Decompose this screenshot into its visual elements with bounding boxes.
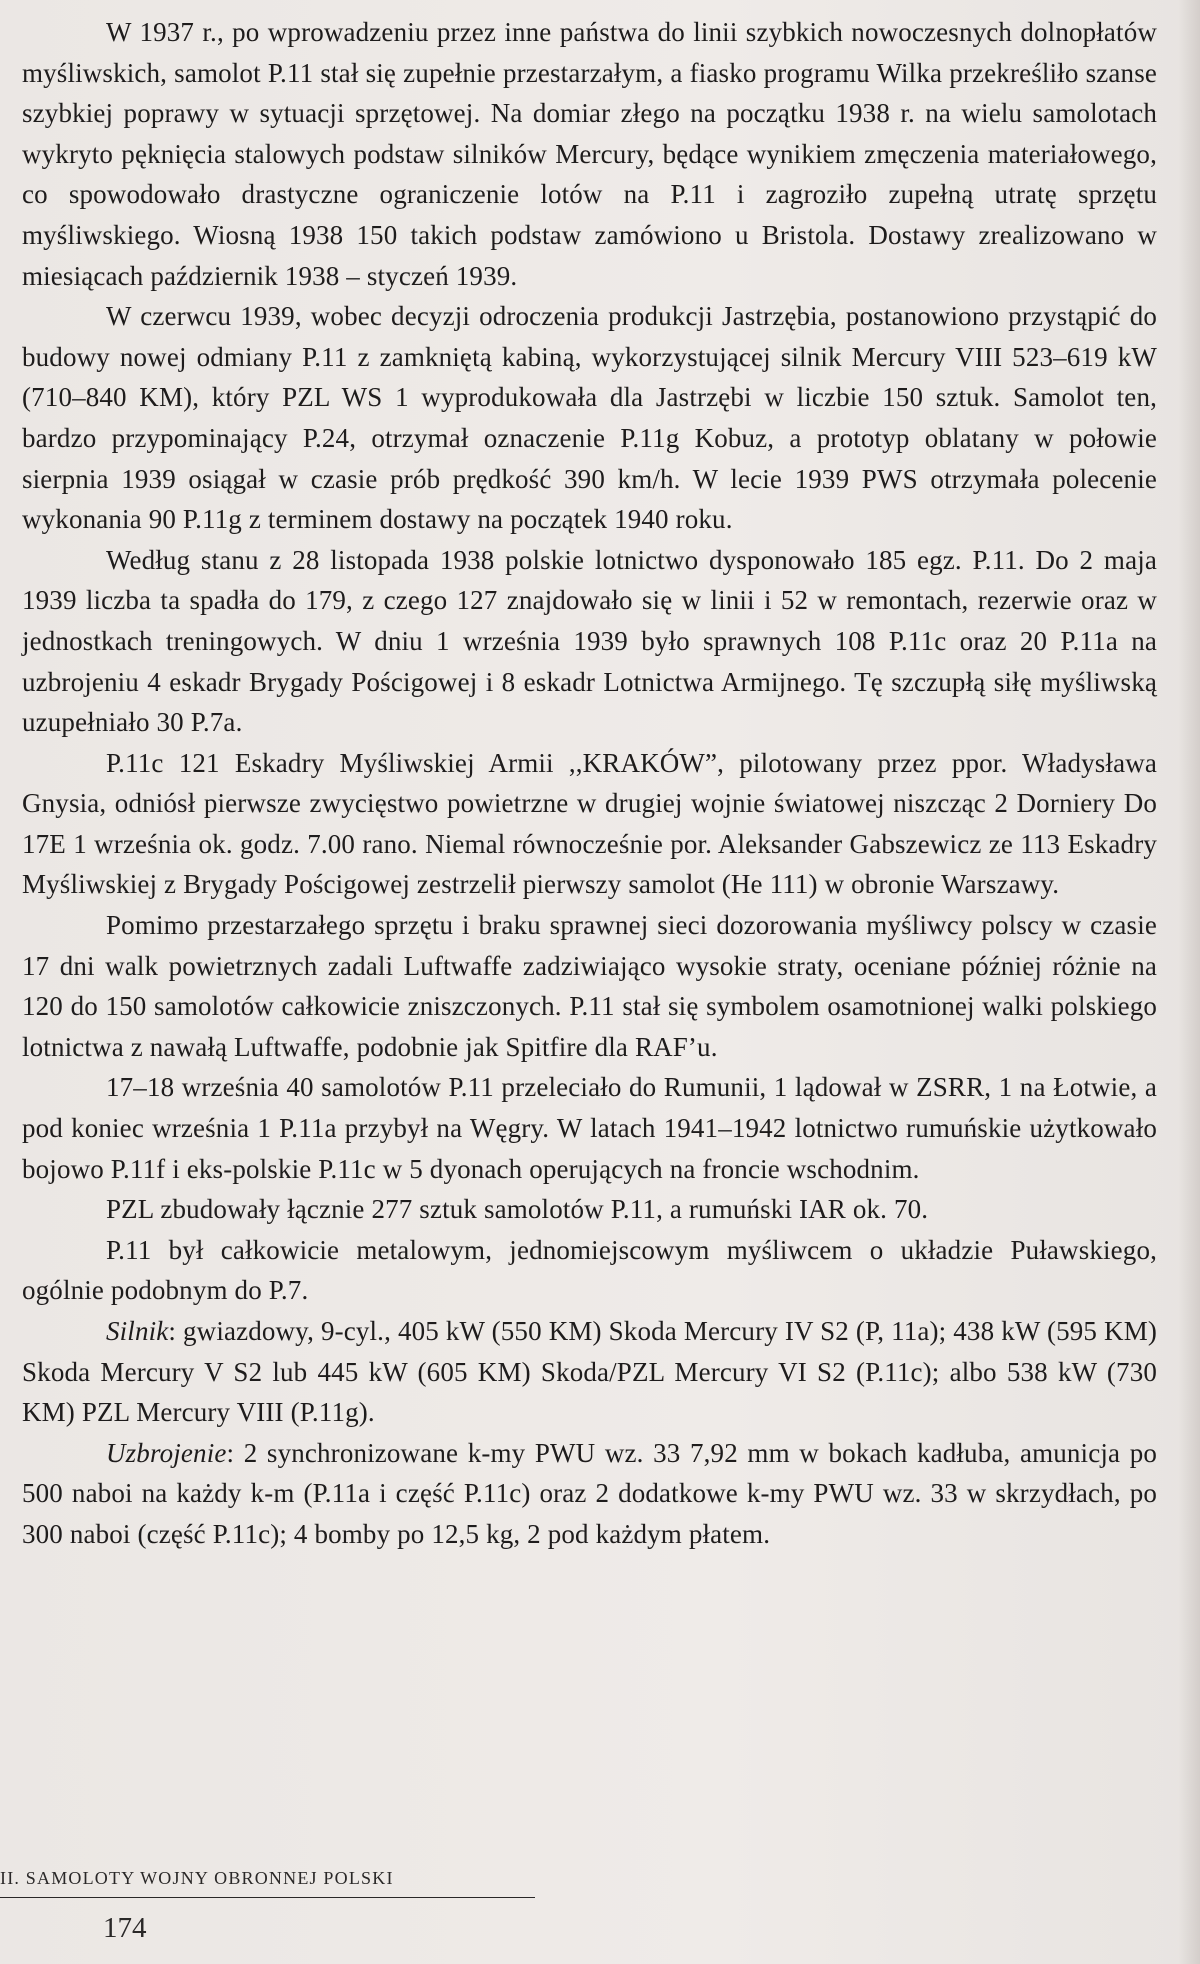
- footer-divider: [0, 1897, 535, 1898]
- paragraph: W 1937 r., po wprowadzeniu przez inne państwa do linii szybkich nowoczesnych dolnopłatów myśliwskich, samolot P.11 stał się zupełnie przestarzałym, a fiasko programu Wilka przekreśliło szanse szybkiej poprawy w sytuacji sprzętowej. Na domiar złego na początku 1938 r. na wielu samolotach wykryto pęknięcia stalowych podstaw silników Mercury, będące wynikiem zmęczenia materiałowego, co spowodowało drastyczne ograniczenie lotów na P.11 i zagroziło zupełną utratę sprzętu myśliwskiego. Wiosną 1938 150 takich podstaw zamówiono u Bristola. Dostawy zrealizowano w miesiącach październik 1938 – styczeń 1939.: [22, 17, 1157, 291]
- spec-text: : 2 synchronizowane k-my PWU wz. 33 7,92 mm w bokach kadłuba, amunicja po 500 naboi na każdy k-m (P.11a i część P.11c) oraz 2 dodatkowe k-my PWU wz. 33 w skrzydłach, po 300 naboi (część P.11c); 4 bomby po 12,5 kg, 2 pod każdym płatem.: [22, 1437, 1157, 1549]
- paragraph: PZL zbudowały łącznie 277 sztuk samolotów P.11, a rumuński IAR ok. 70.: [106, 1194, 929, 1225]
- spec-label: Silnik: [106, 1316, 169, 1346]
- paragraph: 17–18 września 40 samolotów P.11 przeleciało do Rumunii, 1 lądował w ZSRR, 1 na Łotwie, a pod koniec września 1 P.11a przybył na Węgry. W latach 1941–1942 lotnictwo rumuńskie użytkowało bojowo P.11f i eks-polskie P.11c w 5 dyonach operujących na froncie wschodnim.: [22, 1072, 1157, 1184]
- paragraph: P.11 był całkowicie metalowym, jednomiejscowym myśliwcem o układzie Puławskiego, ogólnie podobnym do P.7.: [22, 1234, 1157, 1306]
- running-footer-section-title: II. SAMOLOTY WOJNY OBRONNEJ POLSKI: [0, 1868, 394, 1888]
- spec-armament: [22, 1433, 1157, 1555]
- spec-text: : gwiazdowy, 9-cyl., 405 kW (550 KM) Skoda Mercury IV S2 (P, 11a); 438 kW (595 KM) Skoda Mercury V S2 lub 445 kW (605 KM) Skoda/PZL Mercury VI S2 (P.11c); albo 538 kW (730 KM) PZL Mercury VIII (P.11g).: [22, 1316, 1157, 1428]
- spec-engine: [22, 1311, 1157, 1433]
- spec-label: Uzbrojenie: [106, 1437, 227, 1468]
- paragraph: Pomimo przestarzałego sprzętu i braku sprawnej sieci dozorowania myśliwcy polscy w czasie 17 dni walk powietrznych zadali Luftwaffe zadziwiająco wysokie straty, oceniane później różnie na 120 do 150 samolotów całkowicie zniszczonych. P.11 stał się symbolem osamotnionej walki polskiego lotnictwa z nawałą Luftwaffe, podobnie jak Spitfire dla RAF’u.: [22, 910, 1157, 1062]
- paragraph: W czerwcu 1939, wobec decyzji odroczenia produkcji Jastrzębia, postanowiono przystąpić do budowy nowej odmiany P.11 z zamkniętą kabiną, wykorzystującej silnik Mercury VIII 523–619 kW (710–840 KM), który PZL WS 1 wyprodukowała dla Jastrzębi w liczbie 150 sztuk. Samolot ten, bardzo przypominający P.24, otrzymał oznaczenie P.11g Kobuz, a prototyp oblatany w połowie sierpnia 1939 osiągał w czasie prób prędkość 390 km/h. W lecie 1939 PWS otrzymała polecenie wykonania 90 P.11g z terminem dostawy na początek 1940 roku.: [22, 301, 1157, 535]
- paragraph: P.11c 121 Eskadry Myśliwskiej Armii ,,KRAKÓW”, pilotowany przez ppor. Władysława Gnysia, odniósł pierwsze zwycięstwo powietrzne w drugiej wojnie światowej niszcząc 2 Dorniery Do 17E 1 września ok. godz. 7.00 rano. Niemal równocześnie por. Aleksander Gabszewicz ze 113 Eskadry Myśliwskiej z Brygady Pościgowej zestrzelił pierwszy samolot (He 111) w obronie Warszawy.: [22, 747, 1157, 900]
- page-number: 174: [103, 1912, 147, 1944]
- page-edge-shadow: [1178, 0, 1200, 1964]
- body-text: [22, 12, 1157, 1555]
- paragraph: Według stanu z 28 listopada 1938 polskie lotnictwo dysponowało 185 egz. P.11. Do 2 maja 1939 liczba ta spadła do 179, z czego 127 znajdowało się w linii i 52 w remontach, rezerwie oraz w jednostkach treningowych. W dniu 1 września 1939 było sprawnych 108 P.11c oraz 20 P.11a na uzbrojeniu 4 eskadr Brygady Pościgowej i 8 eskadr Lotnictwa Armijnego. Tę szczupłą siłę myśliwską uzupełniało 30 P.7a.: [22, 544, 1157, 738]
